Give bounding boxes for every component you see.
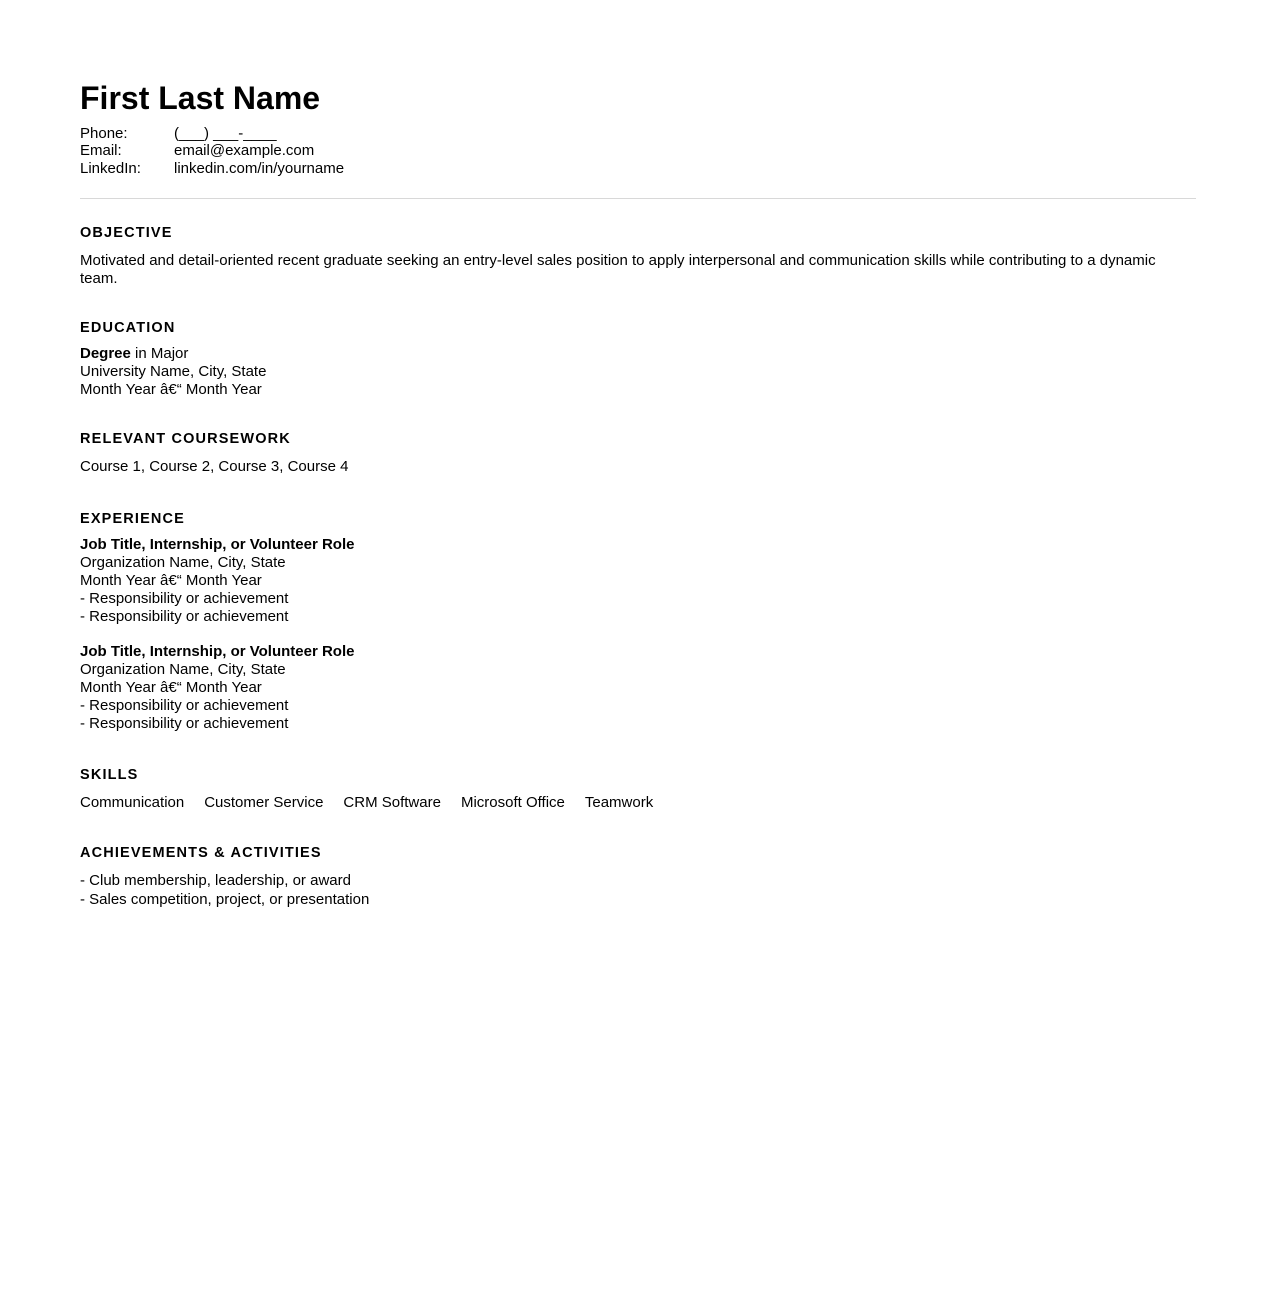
experience-bullet: - Responsibility or achievement [80, 608, 289, 626]
education-major: in Major [130, 345, 189, 363]
contact-info-table [80, 125, 344, 178]
section-heading-achievements: ACHIEVEMENTS & ACTIVITIES [80, 845, 322, 862]
skill-item: CRM Software [343, 794, 441, 812]
experience-bullet: - Responsibility or achievement [80, 715, 289, 733]
skills-list [80, 794, 1196, 812]
experience-organization: Organization Name, City, State [80, 554, 286, 572]
section-heading-skills: SKILLS [80, 767, 139, 784]
skill-item: Microsoft Office [460, 794, 565, 812]
header-divider [80, 198, 1196, 199]
education-degree: Degree [80, 345, 131, 363]
experience-dates: Month Year â€“ Month Year [80, 572, 262, 590]
section-skills [80, 767, 1196, 812]
experience-bullet: - Responsibility or achievement [80, 697, 289, 715]
section-heading-coursework: RELEVANT COURSEWORK [80, 431, 291, 448]
experience-entry [80, 643, 1196, 733]
contact-label-email: Email: [80, 142, 122, 160]
contact-label-linkedin: LinkedIn: [80, 159, 141, 177]
section-education [80, 320, 1196, 399]
experience-organization: Organization Name, City, State [80, 661, 286, 679]
section-heading-objective: OBJECTIVE [80, 225, 173, 242]
education-institution: University Name, City, State [80, 363, 267, 381]
resume-header [80, 80, 1196, 199]
contact-value-email: email@example.com [174, 142, 315, 160]
experience-bullet: - Responsibility or achievement [80, 590, 289, 608]
contact-row-email [80, 142, 344, 160]
contact-row-phone [80, 125, 344, 143]
contact-label-phone: Phone: [80, 124, 128, 142]
experience-role: Job Title, Internship, or Volunteer Role [80, 536, 355, 554]
section-coursework [80, 431, 1196, 476]
section-heading-experience: EXPERIENCE [80, 511, 185, 528]
section-heading-education: EDUCATION [80, 320, 176, 337]
section-achievements [80, 845, 1196, 909]
page-title: First Last Name [80, 80, 321, 116]
experience-role: Job Title, Internship, or Volunteer Role [80, 643, 355, 661]
contact-value-linkedin: linkedin.com/in/yourname [174, 159, 345, 177]
education-entry [80, 345, 1196, 399]
section-objective [80, 225, 1196, 288]
education-degree-line [80, 345, 1196, 363]
coursework-list: Course 1, Course 2, Course 3, Course 4 [80, 458, 349, 476]
contact-value-phone: (___) ___-____ [174, 124, 277, 142]
contact-row-linkedin [80, 160, 344, 178]
experience-entry [80, 536, 1196, 626]
skill-item: Customer Service [204, 794, 324, 812]
section-experience [80, 511, 1196, 733]
objective-text: Motivated and detail-oriented recent graduate seeking an entry-level sales position to apply interpersonal and communication skills while contributing to a dynamic team. [80, 252, 1156, 288]
achievement-item: - Club membership, leadership, or award [80, 872, 351, 890]
skill-item: Communication [80, 794, 185, 812]
experience-dates: Month Year â€“ Month Year [80, 679, 262, 697]
education-dates: Month Year â€“ Month Year [80, 381, 262, 399]
achievement-item: - Sales competition, project, or presentation [80, 890, 370, 908]
skill-item: Teamwork [584, 794, 654, 812]
